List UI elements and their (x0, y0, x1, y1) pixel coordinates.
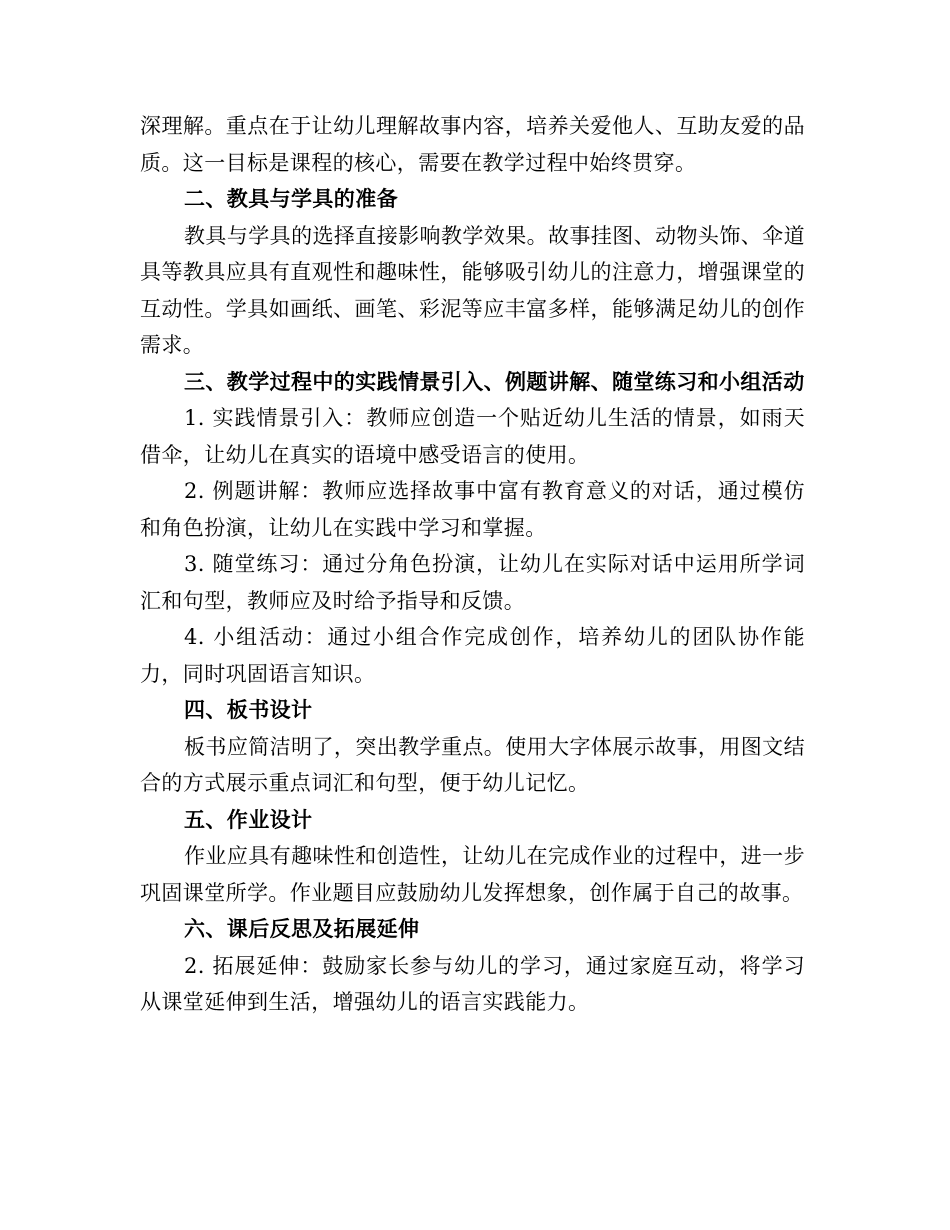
section-3-item-1: 1. 实践情景引入：教师应创造一个贴近幼儿生活的情景，如雨天借伞，让幼儿在真实的语境中感受语言的使用。 (140, 406, 805, 467)
section-5-paragraph: 作业应具有趣味性和创造性，让幼儿在完成作业的过程中，进一步巩固课堂所学。作业题目应鼓励幼儿发挥想象，创作属于自己的故事。 (140, 844, 805, 905)
section-2-heading: 二、教具与学具的准备 (184, 186, 398, 211)
section-2-paragraph: 教具与学具的选择直接影响教学效果。故事挂图、动物头饰、伞道具等教具应具有直观性和趣味性，能够吸引幼儿的注意力，增强课堂的互动性。学具如画纸、画笔、彩泥等应丰富多样，能够满足幼儿的创作需求。 (140, 223, 805, 357)
section-5-heading: 五、作业设计 (184, 806, 313, 832)
document-page (140, 108, 805, 1021)
section-3-item-4: 4. 小组活动：通过小组合作完成创作，培养幼儿的团队协作能力，同时巩固语言知识。 (140, 625, 805, 686)
section-3-item-2: 2. 例题讲解：教师应选择故事中富有教育意义的对话，通过模仿和角色扮演，让幼儿在实践中学习和掌握。 (140, 479, 805, 540)
section-3-item-3: 3. 随堂练习：通过分角色扮演，让幼儿在实际对话中运用所学词汇和句型，教师应及时给予指导和反馈。 (140, 552, 805, 613)
section-4-paragraph: 板书应简洁明了，突出教学重点。使用大字体展示故事，用图文结合的方式展示重点词汇和句型，便于幼儿记忆。 (140, 734, 805, 795)
section-6-paragraph: 2. 拓展延伸：鼓励家长参与幼儿的学习，通过家庭互动，将学习从课堂延伸到生活，增强幼儿的语言实践能力。 (140, 953, 805, 1014)
intro-paragraph: 深理解。重点在于让幼儿理解故事内容，培养关爱他人、互助友爱的品质。这一目标是课程的核心，需要在教学过程中始终贯穿。 (140, 114, 805, 175)
section-3-heading: 三、教学过程中的实践情景引入、例题讲解、随堂练习和小组活动 (184, 368, 805, 394)
section-4-heading: 四、板书设计 (184, 697, 313, 722)
section-6-heading: 六、课后反思及拓展延伸 (184, 916, 420, 941)
